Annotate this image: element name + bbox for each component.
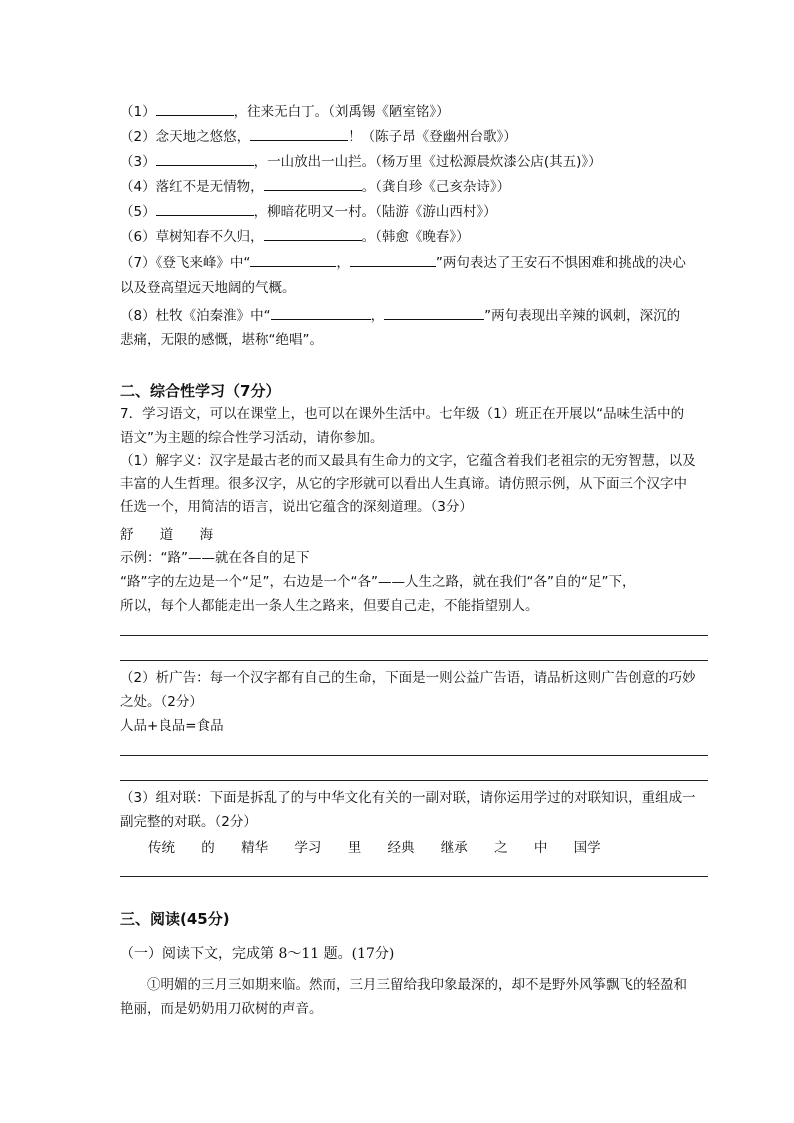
s2-q1-line-3: 任选一个，用简洁的语言，说出它蕴含的深刻道理。（3分） [120,499,473,515]
answer-blank[interactable] [264,226,362,241]
character-choice: 道 [159,527,174,543]
s2-intro-line-2: 语文”为主题的综合性学习活动，请你参加。 [120,430,384,446]
answer-line[interactable] [120,876,708,877]
couplet-piece: 之 [494,840,508,856]
answer-blank[interactable] [350,252,436,267]
answer-blank[interactable] [271,305,371,320]
poem-text: 草树知春不久归， [155,229,264,245]
couplet-piece: 继承 [440,840,468,856]
couplet-piece: 传统 [148,840,175,856]
example-title: 示例：“路”——就在各自的足下 [120,550,310,566]
poem-text: 。（韩愈《晚春》） [361,229,470,245]
question-text: ”两句表现出辛辣的讽刺，深沉的 [484,308,681,324]
poem-line-2 [120,126,517,147]
s2-q1-line-1: （1）解字义：汉字是最古老的而又最具有生命力的文字，它蕴含着我们老祖宗的无穷智慧，以及 [120,453,696,469]
answer-line[interactable] [120,755,708,756]
question-8-line-1 [120,305,680,326]
couplet-piece: 国学 [573,840,601,856]
question-text: ， [336,255,350,271]
poem-text: 。（龚自珍《己亥杂诗》） [361,179,511,195]
reading-para-1-line-1: ①明媚的三月三如期来临。然而，三月三留给我印象最深的，却不是野外风筝飘飞的轻盈和 [147,977,687,993]
poem-number: （6） [120,229,156,245]
s2-q2-line-2: 之处。（2分） [120,694,203,710]
poem-number: （2） [120,129,156,145]
s2-q1-line-2: 丰富的人生哲理。很多汉字，从它的字形就可以看出人生真谛。请仿照示例，从下面三个汉字中 [120,476,687,492]
poem-text: ，柳暗花明又一村。（陆游《游山西村》） [253,204,497,220]
character-choice: 海 [199,527,214,543]
answer-blank[interactable] [384,305,484,320]
poem-number: （3） [120,154,156,170]
s2-q3-line-1: （3）组对联：下面是拆乱了的与中华文化有关的一副对联，请你运用学过的对联知识，重组成一 [120,790,696,806]
question-text: （7）《登飞来峰》中“ [120,255,251,271]
couplet-piece: 精华 [241,840,269,856]
example-line-1: “路”字的左边是一个“足”，右边是一个“各”——人生之路，就在我们“各”自的“足”下， [120,574,636,590]
answer-blank[interactable] [156,101,234,116]
s2-q3-line-2: 副完整的对联。（2分） [120,814,257,830]
poem-text: ，一山放出一山拦。（杨万里《过松源晨炊漆公店(其五)》） [253,154,602,170]
question-8-line-2: 悲痛，无限的感慨，堪称“绝唱”。 [120,332,323,348]
poem-text: 落红不是无情物， [155,179,264,195]
question-7-line-1 [120,252,686,273]
poem-line-6 [120,226,470,247]
poem-text: ！（陈子昂《登幽州台歌》） [348,129,517,145]
couplet-piece: 中 [533,840,548,856]
poem-text: 念天地之悠悠， [155,129,251,145]
character-choices [120,523,235,543]
question-text: ， [370,308,385,324]
couplet-piece: 经典 [387,840,415,856]
example-line-2: 所以，每个人都能走出一条人生之路来，但要自己走，不能指望别人。 [120,598,539,614]
poem-number: （1） [120,104,156,120]
answer-blank[interactable] [250,126,348,141]
answer-line[interactable] [120,635,708,636]
answer-line[interactable] [120,780,708,781]
poem-number: （4） [120,179,156,195]
section-3-title: 三、阅读(45分) [120,910,230,928]
s2-intro-line-1: 7．学习语文，可以在课堂上，也可以在课外生活中。七年级（1）班正在开展以“品味生活中的 [120,406,685,422]
couplet-piece: 学习 [294,840,322,856]
reading-para-1-line-2: 艳丽，而是奶奶用刀砍树的声音。 [120,1001,323,1017]
section-2-title: 二、综合性学习（7分） [120,382,281,400]
s3-subtitle: （一）阅读下文，完成第 8～11 题。(17分) [120,946,395,962]
question-text: ”两句表达了王安石不惧困难和挑战的决心 [435,255,686,271]
couplet-piece: 的 [201,840,215,856]
ad-text: 人品+良品=食品 [120,718,224,734]
poem-text: ，往来无白丁。（刘禹锡《陋室铭》） [233,104,450,120]
poem-line-3 [120,151,602,172]
question-text: （8）杜牧《泊秦淮》中“ [120,308,271,324]
couplet-piece: 里 [347,840,362,856]
poem-line-1 [120,101,450,122]
poem-line-5 [120,201,497,222]
answer-blank[interactable] [250,252,336,267]
poem-line-4 [120,176,510,197]
question-7-line-2: 以及登高望远天地阔的气概。 [120,280,296,296]
s2-q2-line-1: （2）析广告：每一个汉字都有自己的生命，下面是一则公益广告语，请品析这则广告创意的巧妙 [120,670,696,686]
character-choice: 舒 [120,527,134,543]
answer-line[interactable] [120,660,708,661]
poem-number: （5） [120,204,156,220]
answer-blank[interactable] [156,201,254,216]
answer-blank[interactable] [264,176,362,191]
couplet-pieces [148,836,623,856]
answer-blank[interactable] [156,151,254,166]
